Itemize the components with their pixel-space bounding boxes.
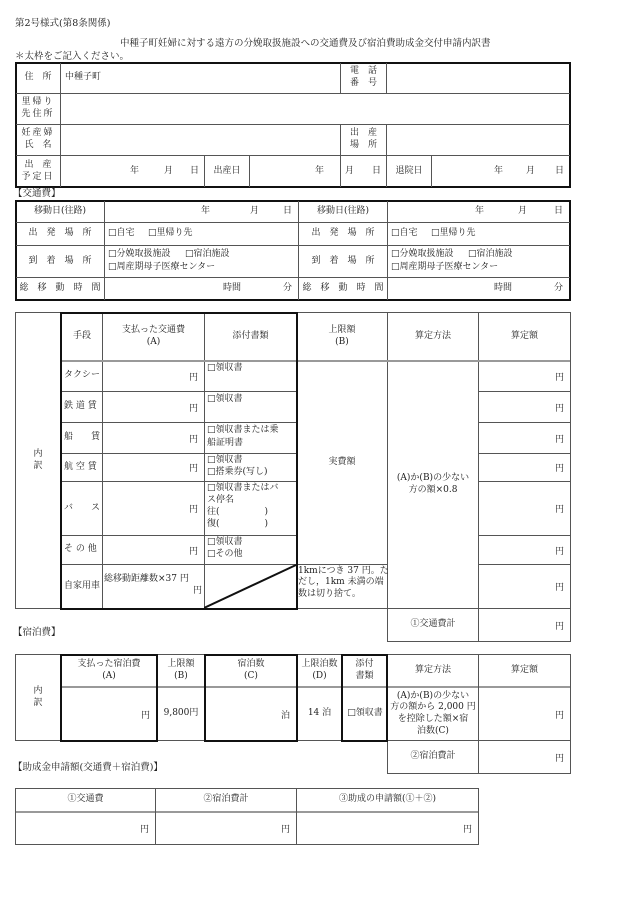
pregnant-woman-name-field[interactable]: [62, 125, 340, 155]
label-line2: 場 所: [349, 140, 377, 150]
note-line: だし，1km 未満の端: [298, 577, 384, 588]
means-air: 航 空 賃: [64, 461, 97, 472]
attach-bus-receipt-cont: ス停名: [207, 495, 235, 505]
header-line2: 書類: [355, 671, 374, 681]
means-bus: バ ス: [64, 502, 101, 513]
address-label: 住 所: [24, 72, 52, 83]
attach-other-receipt[interactable]: □領収書: [207, 537, 243, 547]
paid-lodging-field[interactable]: 円: [140, 710, 150, 721]
label-line1: 出 産: [24, 159, 52, 170]
departure-options-1: [105, 223, 298, 245]
month-label: 月: [345, 166, 355, 176]
year-label: 年: [315, 166, 325, 176]
car-limit-note: [298, 566, 388, 600]
form-number: 第2号様式(第8条関係): [15, 18, 111, 29]
return-home-address-field[interactable]: [62, 94, 568, 124]
lodging-amount: 円: [554, 710, 564, 721]
note-line: 数は切り捨て。: [298, 588, 361, 599]
header-line1: 上限泊数: [301, 659, 338, 670]
day-label: 日: [283, 206, 293, 216]
paid-bus-field[interactable]: 円: [188, 505, 198, 515]
paid-car-field[interactable]: 円: [193, 586, 203, 596]
amount-rail: 円: [554, 403, 564, 414]
method-line: 方の額×0.8: [408, 484, 458, 495]
means-ship: 船 賃: [64, 432, 101, 443]
month-label: 月: [526, 166, 536, 176]
due-date-label: [16, 156, 60, 187]
paid-ship-field[interactable]: 円: [188, 434, 198, 445]
summary-header-transport: ①交通費: [67, 794, 104, 805]
checkbox-home[interactable]: □自宅: [108, 228, 135, 238]
method-line: を控除した額×宿: [397, 714, 469, 724]
lodging-side-label: 内 訳: [33, 685, 43, 708]
header-line2: (A): [102, 671, 116, 681]
paid-rail-field[interactable]: 円: [188, 403, 198, 414]
attach-air-receipt[interactable]: □領収書: [207, 455, 243, 465]
transport-heading: 【交通費】: [13, 188, 61, 199]
departure-label-2: 出 発 場 所: [311, 228, 375, 239]
paid-air-field[interactable]: 円: [188, 464, 198, 474]
header-line1: 支払った交通費: [121, 324, 185, 335]
year-label: 年: [201, 206, 211, 216]
lodging-calc-method: [388, 688, 478, 740]
amount-air: 円: [554, 464, 564, 474]
outbound-date-field-1[interactable]: [105, 201, 298, 222]
lodging-attach-receipt[interactable]: □領収書: [347, 708, 383, 719]
year-label: 年: [475, 206, 485, 216]
header-line1: 宿泊数: [237, 659, 265, 670]
minutes-label: 分: [554, 283, 564, 293]
instruction-text: ＊太枠をご記入ください。: [15, 51, 130, 62]
minutes-label: 分: [283, 283, 293, 293]
paid-other-field[interactable]: 円: [188, 546, 198, 557]
amount-car: 円: [554, 583, 564, 593]
header-method: 算定方法: [414, 330, 451, 341]
return-home-address-label: [16, 94, 60, 124]
header-line2: (D): [312, 671, 327, 681]
arrival-label-1: 到 着 場 所: [28, 255, 92, 266]
birth-place-label: [341, 125, 386, 155]
discharge-date-label: 退院日: [395, 165, 423, 176]
header-line1: 上限額: [167, 659, 195, 670]
checkbox-perinatal-center[interactable]: □周産期母子医療センター: [391, 262, 499, 272]
month-label: 月: [518, 206, 528, 216]
attach-rail-receipt[interactable]: □領収書: [207, 394, 243, 404]
transport-total-label: ①交通費計: [410, 619, 456, 630]
total-time-field-1[interactable]: [105, 278, 298, 300]
header-line2: (B): [335, 336, 349, 347]
phone-label: [341, 63, 386, 93]
header-lodging-method: 算定方法: [414, 665, 451, 676]
label-line2: 予定日: [21, 171, 55, 182]
total-time-field-2[interactable]: [388, 278, 570, 300]
nights-field[interactable]: 泊: [280, 710, 290, 721]
address-field[interactable]: 中種子町: [65, 72, 102, 83]
attach-ship-receipt[interactable]: □領収書または乗: [207, 425, 279, 435]
lodging-heading: 【宿泊費】: [13, 627, 61, 638]
header-attachments: 添付書類: [232, 330, 269, 341]
header-line1: 上限額: [328, 324, 356, 335]
birth-date-field[interactable]: [250, 156, 386, 187]
amount-other: 円: [554, 546, 564, 557]
month-label: 月: [250, 206, 260, 216]
means-rail: 鉄 道 賃: [64, 401, 97, 412]
header-line1: 支払った宿泊費: [77, 659, 141, 670]
checkbox-lodging-facility[interactable]: □宿泊施設: [468, 249, 513, 259]
departure-options-2: [388, 223, 570, 245]
means-private-car: 自家用車: [64, 580, 101, 591]
arrival-options-1: [105, 246, 298, 277]
means-taxi: タクシー: [64, 370, 101, 381]
amount-bus: 円: [554, 505, 564, 515]
day-label: 日: [555, 166, 565, 176]
checkbox-perinatal-center[interactable]: □周産期母子医療センター: [108, 262, 216, 272]
outbound-date-label: 移動日(往路): [33, 205, 87, 216]
method-line: 泊数(C): [417, 725, 449, 736]
header-means: 手段: [72, 330, 91, 341]
breakdown-side-label: 内 訳: [33, 448, 43, 471]
bus-stop-outbound-field[interactable]: 往( ): [207, 507, 269, 517]
attach-ship-receipt-cont: 船証明書: [207, 438, 244, 448]
birth-date-label: 出産日: [213, 165, 241, 176]
hours-label: 時間: [494, 283, 513, 293]
header-paid-lodging: [62, 656, 156, 686]
summary-lodging-value: 円: [280, 825, 290, 835]
header-line2: (A): [146, 336, 161, 347]
phone-label-line2: 番 号: [349, 78, 377, 88]
method-line: 方の額から 2,000 円: [390, 702, 476, 713]
summary-header-lodging: ②宿泊費計: [203, 794, 249, 805]
phone-label-line1: 電 話: [349, 66, 377, 77]
label-line1: 出 産: [349, 128, 377, 139]
summary-header-total: ③助成の申請額(①＋②): [338, 794, 437, 805]
diagonal-slash: [204, 564, 297, 609]
note-line: 1kmにつき 37 円。た: [298, 566, 389, 576]
header-amount: 算定額: [510, 330, 538, 341]
page-title: 中種子町妊婦に対する遠方の分娩取扱施設への交通費及び宿泊費助成金交付申請内訳書: [120, 38, 491, 49]
total-time-label-2: 総 移 動 時 間: [302, 283, 384, 294]
label-line2: 先住所: [21, 109, 55, 119]
summary-heading: 【助成金申請額(交通費＋宿泊費)】: [13, 762, 163, 773]
header-nights: [206, 656, 296, 686]
attach-air-boarding-pass[interactable]: □搭乗券(写し): [207, 467, 268, 477]
checkbox-return-home[interactable]: □里帰り先: [148, 228, 193, 238]
label-line1: 妊産婦: [21, 128, 55, 139]
means-other: そ の 他: [64, 544, 97, 555]
max-nights-value: 14 泊: [307, 708, 332, 719]
lodging-total-value: 円: [554, 753, 564, 764]
header-line2: (C): [244, 671, 258, 681]
lodging-total-label: ②宿泊費計: [410, 751, 456, 762]
day-label: 日: [372, 166, 382, 176]
bus-stop-return-field[interactable]: 復( ): [207, 519, 269, 529]
header-lodging-amount: 算定額: [510, 665, 538, 676]
phone-field[interactable]: [387, 63, 569, 93]
header-paid-transport: [103, 313, 204, 360]
total-time-label-1: 総 移 動 時 間: [19, 283, 101, 294]
pregnant-woman-name-label: [16, 125, 60, 155]
arrival-options-2: [388, 246, 570, 277]
outbound-date-field-2[interactable]: [388, 201, 570, 222]
checkbox-lodging-facility[interactable]: □宿泊施設: [185, 249, 230, 259]
outbound-date-label-2: 移動日(往路): [316, 205, 370, 216]
attach-taxi-receipt[interactable]: □領収書: [207, 363, 243, 373]
summary-total-value: 円: [462, 825, 472, 835]
method-line: (A)か(B)の少ない: [396, 690, 470, 701]
hours-label: 時間: [223, 283, 242, 293]
divider: [296, 564, 387, 565]
attach-other[interactable]: □その他: [207, 549, 243, 559]
header-line1: 添付: [355, 659, 374, 670]
checkbox-home[interactable]: □自宅: [391, 228, 418, 238]
checkbox-return-home[interactable]: □里帰り先: [431, 228, 476, 238]
transport-calc-method: [388, 361, 478, 608]
day-label: 日: [554, 206, 564, 216]
transport-total-value: 円: [554, 621, 564, 632]
birth-place-field[interactable]: [387, 125, 569, 155]
header-line2: (B): [174, 671, 188, 681]
year-label: 年: [130, 166, 140, 176]
amount-taxi: 円: [554, 372, 564, 383]
paid-taxi-field[interactable]: 円: [188, 372, 198, 383]
month-label: 月: [164, 166, 174, 176]
header-limit: [297, 313, 387, 360]
label-line2: 氏 名: [24, 140, 52, 150]
checkbox-delivery-facility[interactable]: □分娩取扱施設: [391, 249, 454, 259]
header-max-nights: [298, 656, 341, 686]
arrival-label-2: 到 着 場 所: [311, 255, 375, 266]
amount-ship: 円: [554, 434, 564, 445]
summary-transport-value: 円: [139, 825, 149, 835]
lodging-limit-value: 9,800円: [163, 708, 199, 719]
limit-actual-cost: 実費額: [328, 456, 356, 467]
year-label: 年: [494, 166, 504, 176]
due-date-field[interactable]: [61, 156, 204, 187]
car-formula: 総移動距離数×37 円: [104, 574, 189, 584]
method-line: (A)か(B)の少ない: [396, 472, 470, 483]
departure-label-1: 出 発 場 所: [28, 228, 92, 239]
discharge-date-field[interactable]: [432, 156, 569, 187]
attach-bus-receipt[interactable]: □領収書またはバ: [207, 483, 279, 493]
header-lodging-attachments: [343, 656, 386, 686]
checkbox-delivery-facility[interactable]: □分娩取扱施設: [108, 249, 171, 259]
label-line1: 里帰り: [21, 97, 55, 108]
day-label: 日: [190, 166, 200, 176]
header-lodging-limit: [158, 656, 204, 686]
